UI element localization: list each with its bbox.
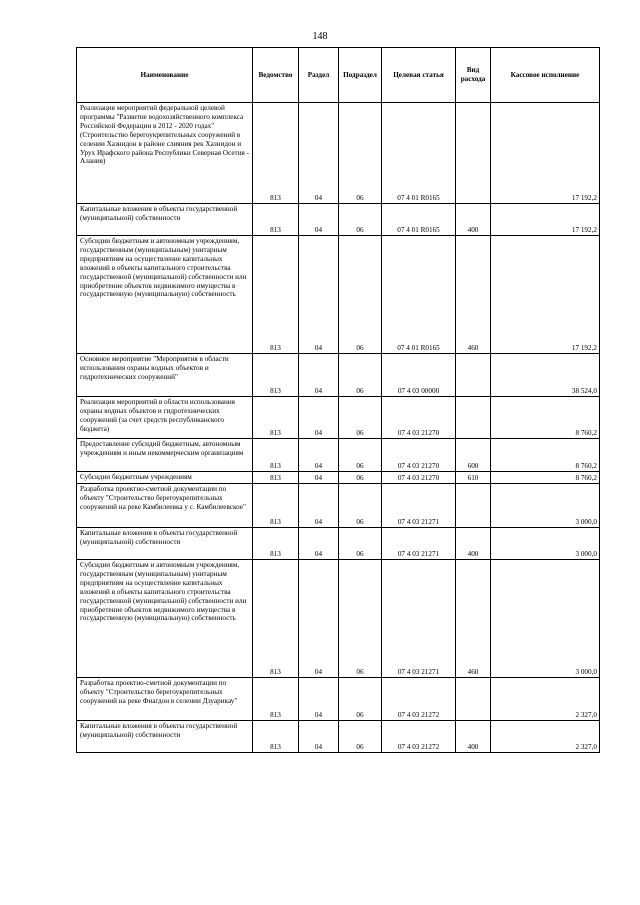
row-expense-type xyxy=(456,484,491,528)
row-section: 04 xyxy=(299,204,339,236)
row-target: 07 4 03 21272 xyxy=(382,678,456,721)
table-row xyxy=(77,397,600,439)
row-cash: 8 760,2 xyxy=(491,397,600,439)
row-cash: 17 192,2 xyxy=(491,204,600,236)
table-row xyxy=(77,354,600,397)
row-expense-type: 610 xyxy=(456,472,491,484)
row-name: Капитальные вложения в объекты государственной (муниципальной) собственности xyxy=(77,204,253,236)
row-subsection: 06 xyxy=(339,560,382,678)
header-subsection: Подраздел xyxy=(339,48,382,103)
row-department: 813 xyxy=(253,560,299,678)
row-expense-type xyxy=(456,354,491,397)
row-section: 04 xyxy=(299,472,339,484)
row-name: Основное мероприятие "Мероприятия в области использования охраны водных объектов и гидротехнических сооружений" xyxy=(77,354,253,397)
row-expense-type: 400 xyxy=(456,721,491,753)
row-expense-type xyxy=(456,103,491,204)
row-expense-type: 400 xyxy=(456,204,491,236)
row-department: 813 xyxy=(253,472,299,484)
table-row xyxy=(77,484,600,528)
row-target: 07 4 03 21271 xyxy=(382,528,456,560)
row-expense-type xyxy=(456,678,491,721)
row-department: 813 xyxy=(253,103,299,204)
row-section: 04 xyxy=(299,439,339,472)
table-header-row xyxy=(77,48,600,103)
row-target: 07 4 03 00000 xyxy=(382,354,456,397)
row-subsection: 06 xyxy=(339,439,382,472)
row-name: Реализация мероприятий в области использования охраны водных объектов и гидротехнических сооружений (за счет средств республиканского бюджета) xyxy=(77,397,253,439)
row-cash: 2 327,0 xyxy=(491,678,600,721)
row-section: 04 xyxy=(299,397,339,439)
row-subsection: 06 xyxy=(339,678,382,721)
row-name: Разработка проектно-сметной документации по объекту "Строительство берегоукрепительных сооружений на реке Камбилеевка у с. Камбилеевское" xyxy=(77,484,253,528)
page-number: 148 xyxy=(312,31,328,42)
row-subsection: 06 xyxy=(339,204,382,236)
row-name: Субсидии бюджетным и автономным учреждениям, государственным (муниципальным) унитарным предприятиям на осуществление капитальных вложений в объекты капитального строительства государственной (муниципальной) собственности или приобретение объектов недвижимого имущества в государственную (муниципальную) собственность xyxy=(77,236,253,354)
table-row xyxy=(77,472,600,484)
row-subsection: 06 xyxy=(339,236,382,354)
row-target: 07 4 01 R0165 xyxy=(382,103,456,204)
row-section: 04 xyxy=(299,721,339,753)
row-section: 04 xyxy=(299,484,339,528)
row-cash: 17 192,2 xyxy=(491,236,600,354)
row-name: Предоставление субсидий бюджетным, автономным учреждениям и иным некоммерческим организациям xyxy=(77,439,253,472)
row-section: 04 xyxy=(299,528,339,560)
row-expense-type: 460 xyxy=(456,560,491,678)
table-row xyxy=(77,439,600,472)
row-department: 813 xyxy=(253,204,299,236)
row-name: Капитальные вложения в объекты государственной (муниципальной) собственности xyxy=(77,528,253,560)
row-subsection: 06 xyxy=(339,484,382,528)
row-target: 07 4 01 R0165 xyxy=(382,236,456,354)
row-target: 07 4 03 21271 xyxy=(382,560,456,678)
row-section: 04 xyxy=(299,354,339,397)
row-cash: 38 524,0 xyxy=(491,354,600,397)
row-name: Субсидии бюджетным учреждениям xyxy=(77,472,253,484)
header-target: Целевая статья xyxy=(382,48,456,103)
header-department: Ведомство xyxy=(253,48,299,103)
row-name: Разработка проектно-сметной документации по объекту "Строительство берегоукрепительных сооружений на реке Фиагдон в селении Дзуарикау" xyxy=(77,678,253,721)
row-subsection: 06 xyxy=(339,103,382,204)
table-row xyxy=(77,103,600,204)
row-section: 04 xyxy=(299,678,339,721)
table-row xyxy=(77,721,600,753)
row-cash: 8 760,2 xyxy=(491,439,600,472)
row-target: 07 4 03 21270 xyxy=(382,472,456,484)
row-cash: 3 000,0 xyxy=(491,528,600,560)
row-section: 04 xyxy=(299,103,339,204)
row-section: 04 xyxy=(299,236,339,354)
row-department: 813 xyxy=(253,484,299,528)
row-target: 07 4 03 21271 xyxy=(382,484,456,528)
row-department: 813 xyxy=(253,528,299,560)
row-cash: 17 192,2 xyxy=(491,103,600,204)
table-row xyxy=(77,560,600,678)
row-subsection: 06 xyxy=(339,354,382,397)
row-section: 04 xyxy=(299,560,339,678)
row-expense-type: 460 xyxy=(456,236,491,354)
row-target: 07 4 03 21272 xyxy=(382,721,456,753)
row-cash: 2 327,0 xyxy=(491,721,600,753)
table-row xyxy=(77,204,600,236)
header-expense-type: Вид расхода xyxy=(456,48,491,103)
row-target: 07 4 03 21270 xyxy=(382,397,456,439)
header-cash: Кассовое исполнение xyxy=(491,48,600,103)
row-department: 813 xyxy=(253,721,299,753)
row-cash: 3 000,0 xyxy=(491,484,600,528)
table-row xyxy=(77,528,600,560)
row-department: 813 xyxy=(253,439,299,472)
row-expense-type: 400 xyxy=(456,528,491,560)
row-expense-type xyxy=(456,397,491,439)
row-name: Реализация мероприятий федеральной целевой программы "Развитие водохозяйственного комплекса Российской Федерации в 2012 - 2020 годах" (Строительство берегоукрепительных сооружений в селении Хазнидон в районе слияния рек Хазнидон и Урух Ирафского района Республики Северная Осетия - Алания) xyxy=(77,103,253,204)
row-subsection: 06 xyxy=(339,397,382,439)
header-name: Наименование xyxy=(77,48,253,103)
row-subsection: 06 xyxy=(339,721,382,753)
table-row xyxy=(77,678,600,721)
table-row xyxy=(77,236,600,354)
row-department: 813 xyxy=(253,354,299,397)
row-cash: 3 000,0 xyxy=(491,560,600,678)
row-subsection: 06 xyxy=(339,472,382,484)
row-target: 07 4 01 R0165 xyxy=(382,204,456,236)
budget-table xyxy=(76,47,600,753)
row-target: 07 4 03 21270 xyxy=(382,439,456,472)
row-name: Капитальные вложения в объекты государственной (муниципальной) собственности xyxy=(77,721,253,753)
header-section: Раздел xyxy=(299,48,339,103)
row-name: Субсидии бюджетным и автономным учреждениям, государственным (муниципальным) унитарным предприятиям на осуществление капитальных вложений в объекты капитального строительства государственной (муниципальной) собственности или приобретение объектов недвижимого имущества в государственную (муниципальную) собственность xyxy=(77,560,253,678)
row-expense-type: 600 xyxy=(456,439,491,472)
row-department: 813 xyxy=(253,678,299,721)
row-department: 813 xyxy=(253,236,299,354)
row-cash: 8 760,2 xyxy=(491,472,600,484)
row-department: 813 xyxy=(253,397,299,439)
row-subsection: 06 xyxy=(339,528,382,560)
